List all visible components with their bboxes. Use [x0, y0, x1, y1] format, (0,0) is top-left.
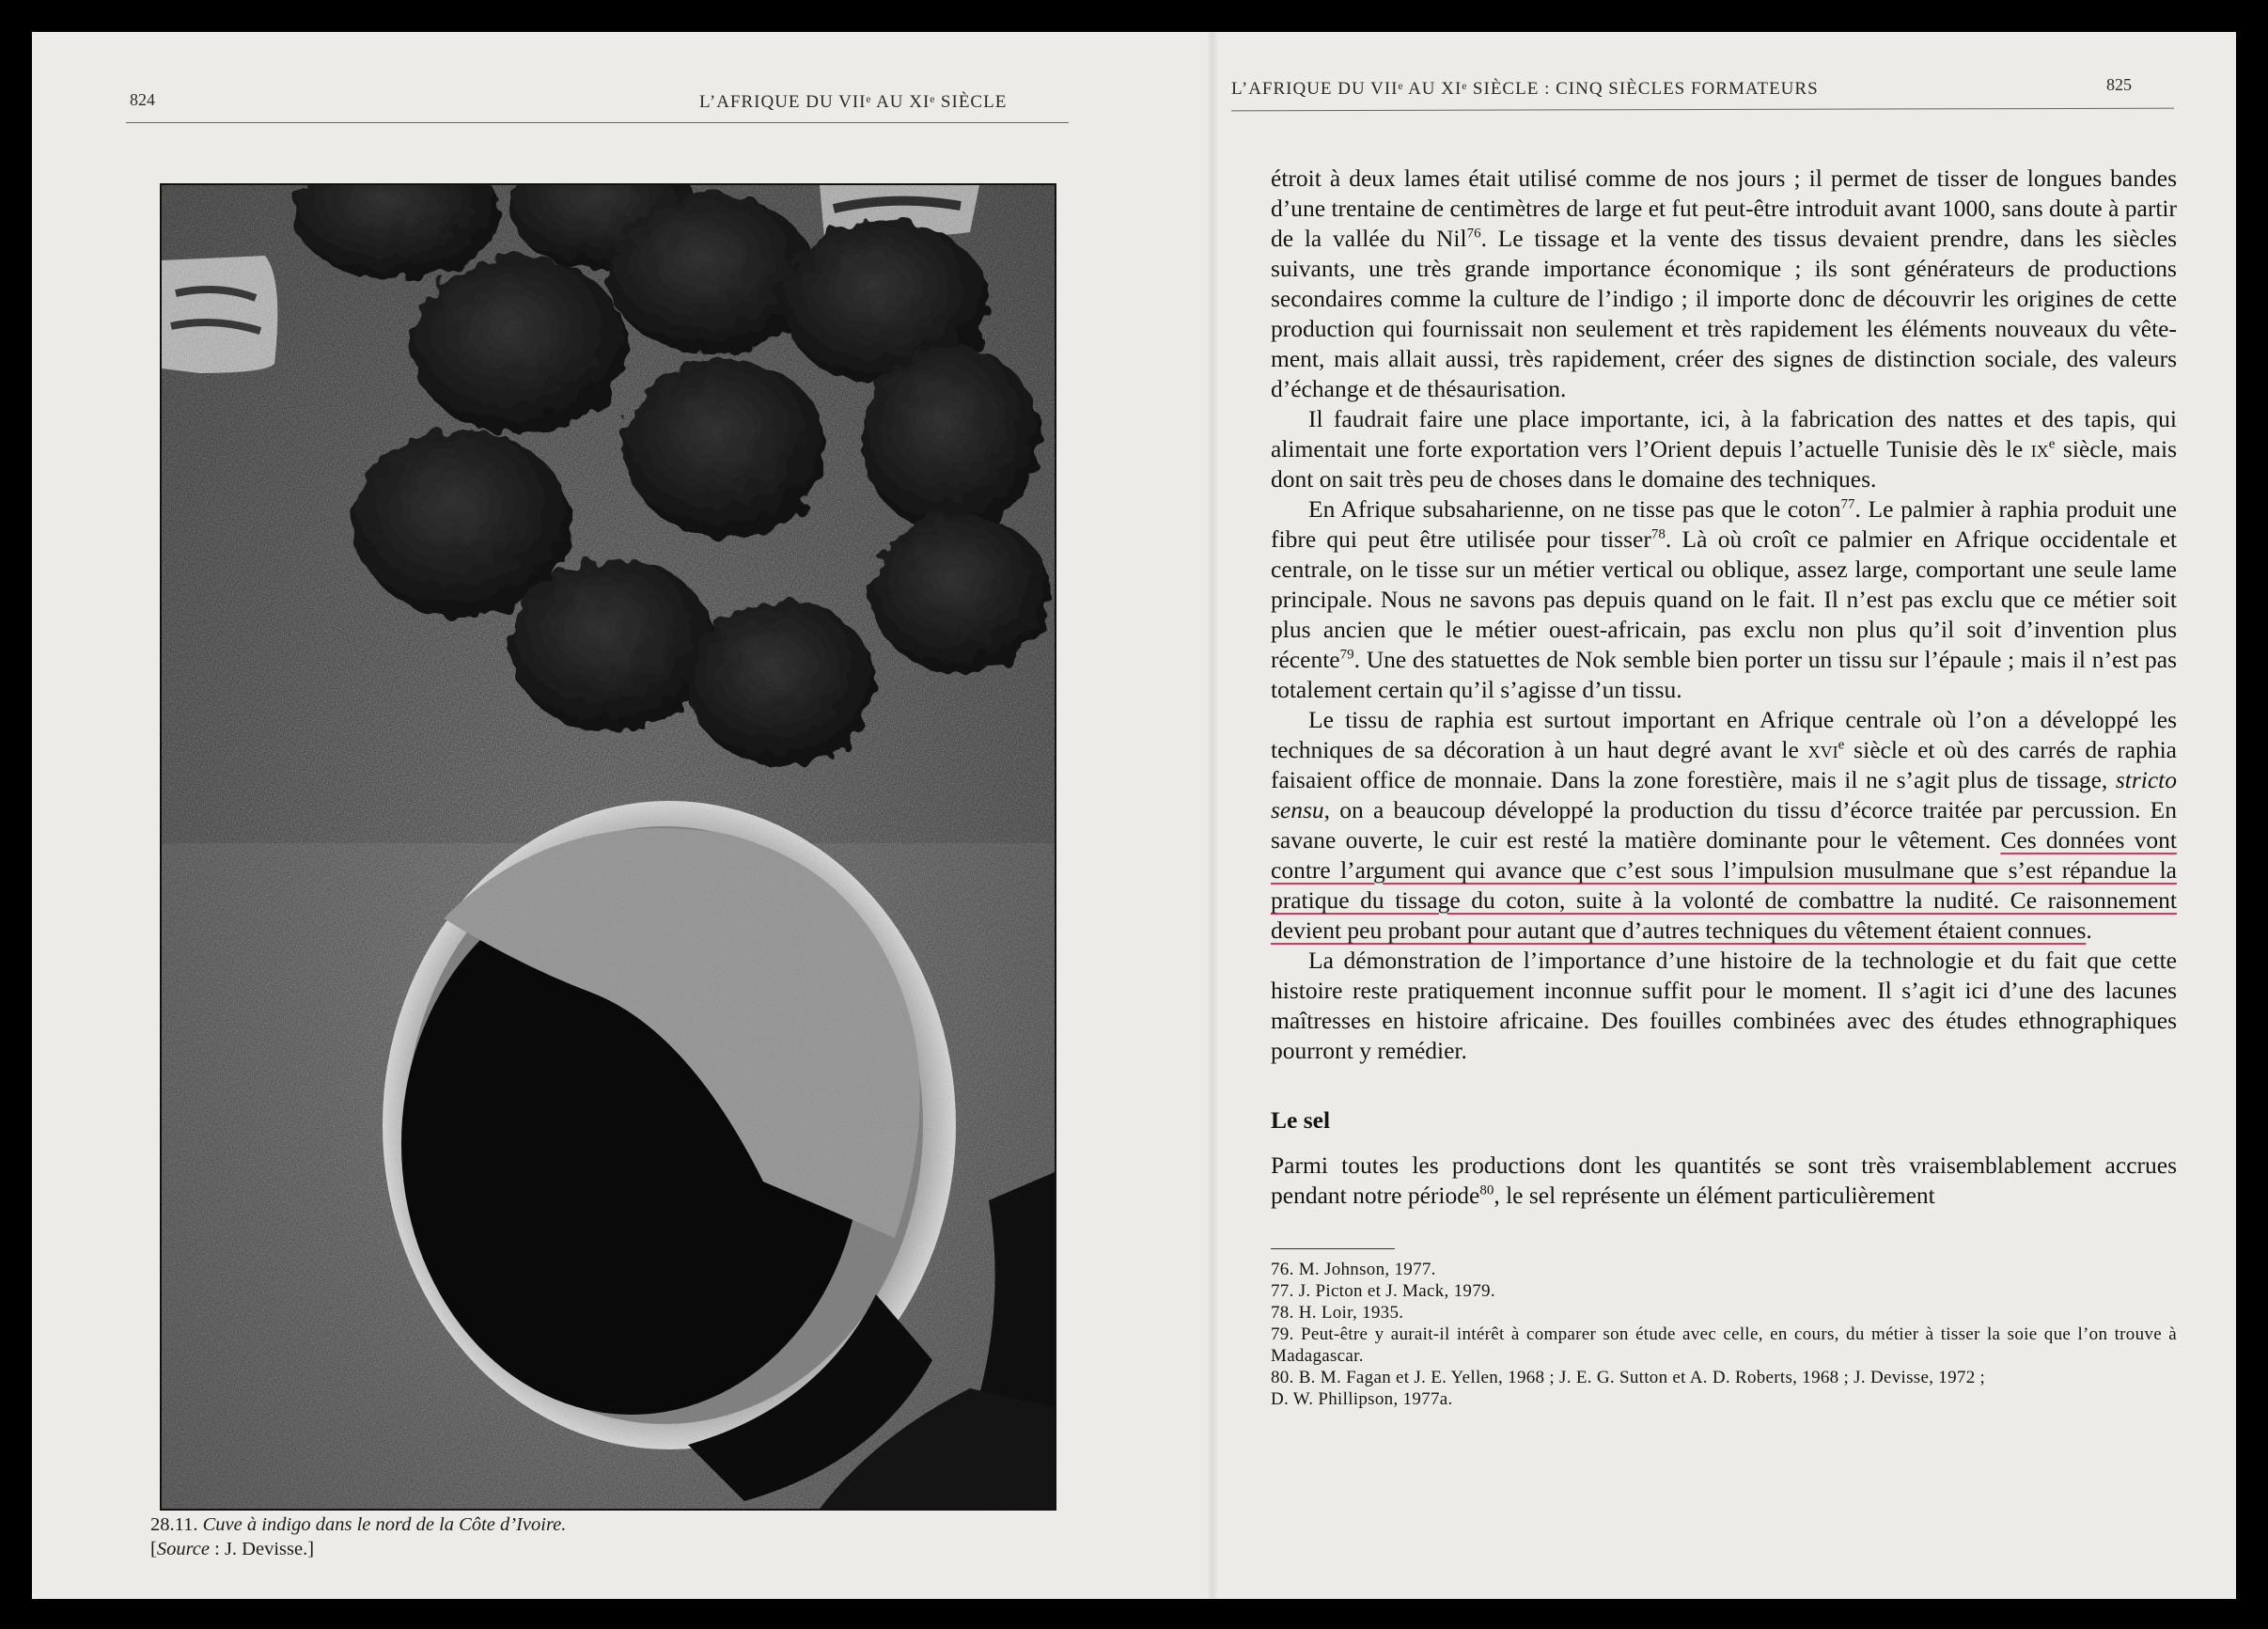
caption-source-bracket: [	[150, 1539, 157, 1559]
footnote-rule	[1271, 1248, 1395, 1249]
section-heading: Le sel	[1271, 1106, 1331, 1134]
footnotes	[1271, 1259, 2177, 1410]
figure-caption	[150, 1512, 1053, 1561]
paragraph-1: étroit à deux lames était utilisé comme de nos jours ; il permet de tisser de longues bandes d’une trentaine de centimètres de large et fut peut-être introduit avant 1000, sans doute à partir de la vallée du Nil$^{76}$. Le tissage et la vente des tissus devaient prendre, dans les siècles suivants, une très grande importance économique ; ils sont générateurs de productions secondaires comme la culture de l’indigo ; il importe donc de découvrir les origines de cette production qui fournissait non seulement et très rapidement les éléments nouveaux du vêtement, mais allait aussi, très rapidement, créer des signes de distinction sociale, des valeurs d’échange et de thésaurisation.	[1271, 164, 2177, 402]
footnote-ref-76: 76	[1466, 226, 1481, 242]
paragraph-5: La démonstration de l’importance d’une histoire de la technologie et du fait que cette histoire reste pratiquement inconnue suffit pour le moment. Il s’agit ici d’une des lacunes maîtresses en histoire africaine. Des fouilles combinées avec des études ethnographiques pourront y remédier.	[1271, 947, 2177, 1064]
paragraph-4: Le tissu de raphia est surtout important en Afrique centrale où l’on a développé les techniques de sa décoration à un haut degré avant le xvi$^e$ siècle et où des carrés de raphia faisaient office de monnaie. Dans la zone forestière, mais il ne s’agit plus de tissage, stricto sensu, on a beaucoup développé la production du tissu d’écorce traitée par percussion. En savane ouverte, le cuir est resté la matière dominante pour le vêtement. Ces données vont contre l’argument qui avance que c’est sous l’impulsion musulmane que s’est répandue la pratique du tissage du coton, suite à la volonté de combattre la nudité. Ce raisonnement devient peu probant pour autant que d’autres techniques du vêtement étaient connues.	[1271, 706, 2177, 944]
footnote-ref-80: 80	[1479, 1183, 1494, 1198]
left-page-number: 824	[130, 90, 155, 109]
book-spine	[1207, 32, 1218, 1599]
footnote-80-continued: D. W. Phillipson, 1977a.	[1271, 1389, 1453, 1409]
paragraph-6: Parmi toutes les productions dont les quantités se sont très vraisemblablement accrues pendant notre période$^{80}$, le sel représente un élément particulièrement	[1271, 1151, 2177, 1209]
photo-illustration	[162, 185, 1055, 1509]
footnote-ref-78: 78	[1650, 526, 1666, 542]
book-spread	[32, 32, 2236, 1599]
left-running-head: L’AFRIQUE DU VIIᵉ AU XIᵉ SIÈCLE	[699, 92, 1008, 112]
footnote-76: 76. M. Johnson, 1977.	[1271, 1260, 1436, 1279]
footnote-79: 79. Peut-être y aurait-il intérêt à comparer son étude avec celle, en cours, du métier à tisser la soie que l’on trouve à Madagascar.	[1271, 1324, 2177, 1366]
footnote-78: 78. H. Loir, 1935.	[1271, 1303, 1404, 1323]
caption-number: 28.11.	[150, 1514, 198, 1535]
indigo-vat-photograph	[160, 183, 1056, 1511]
underlined-passage: Ces données vont contre l’argument qui avance que c’est sous l’impulsion musulmane que s’est répandue la pratique du tissage du coton, suite à la volonté de combattre la nudité. Ce raisonnement devient peu probant pour autant que d’autres techniques du vêtement étaient connues	[1271, 826, 2177, 944]
main-text-column	[1271, 164, 2177, 1410]
right-head-rule	[1231, 108, 2174, 112]
left-head-rule	[126, 122, 1069, 123]
paragraph-2: Il faudrait faire une place importante, ici, à la fabrication des nattes et des tapis, qui alimentait une forte exportation vers l’Orient depuis l’actuelle Tunisie dès le $ix^e$ siècle, mais dont on sait très peu de choses dans le domaine des techniques.	[1271, 405, 2177, 493]
footnote-ref-77: 77	[1840, 496, 1855, 512]
right-running-head: L’AFRIQUE DU VIIᵉ AU XIᵉ SIÈCLE : CINQ SIÈCLES FORMATEURS	[1231, 79, 1819, 99]
right-page-number: 825	[2106, 75, 2132, 94]
caption-source-value: : J. Devisse.]	[210, 1539, 315, 1559]
footnote-80: 80. B. M. Fagan et J. E. Yellen, 1968 ; J. E. G. Sutton et A. D. Roberts, 1968 ; J. Devisse, 1972 ;	[1271, 1368, 1986, 1387]
footnote-77: 77. J. Picton et J. Mack, 1979.	[1271, 1281, 1495, 1301]
paragraph-3: En Afrique subsaharienne, on ne tisse pas que le coton$^{77}$. Le palmier à raphia produit une fibre qui peut être utilisée pour tisser$^{78}$. Là où croît ce palmier en Afrique occidentale et centrale, on le tisse sur un métier vertical ou oblique, assez large, comportant une seule lame principale. Nous ne savons pas depuis quand on le fait. Il n’est pas exclu que ce métier soit plus ancien que le métier ouest-africain, pas exclu non plus qu’il soit d’invention plus récente$^{79}$. Une des statuettes de Nok semble bien porter un tissu sur l’épaule ; mais il n’est pas totalement certain qu’il s’agisse d’un tissu.	[1271, 495, 2177, 703]
caption-source-label: Source	[156, 1539, 210, 1559]
caption-text: Cuve à indigo dans le nord de la Côte d’Ivoire.	[202, 1514, 567, 1535]
footnote-ref-79: 79	[1339, 647, 1354, 663]
